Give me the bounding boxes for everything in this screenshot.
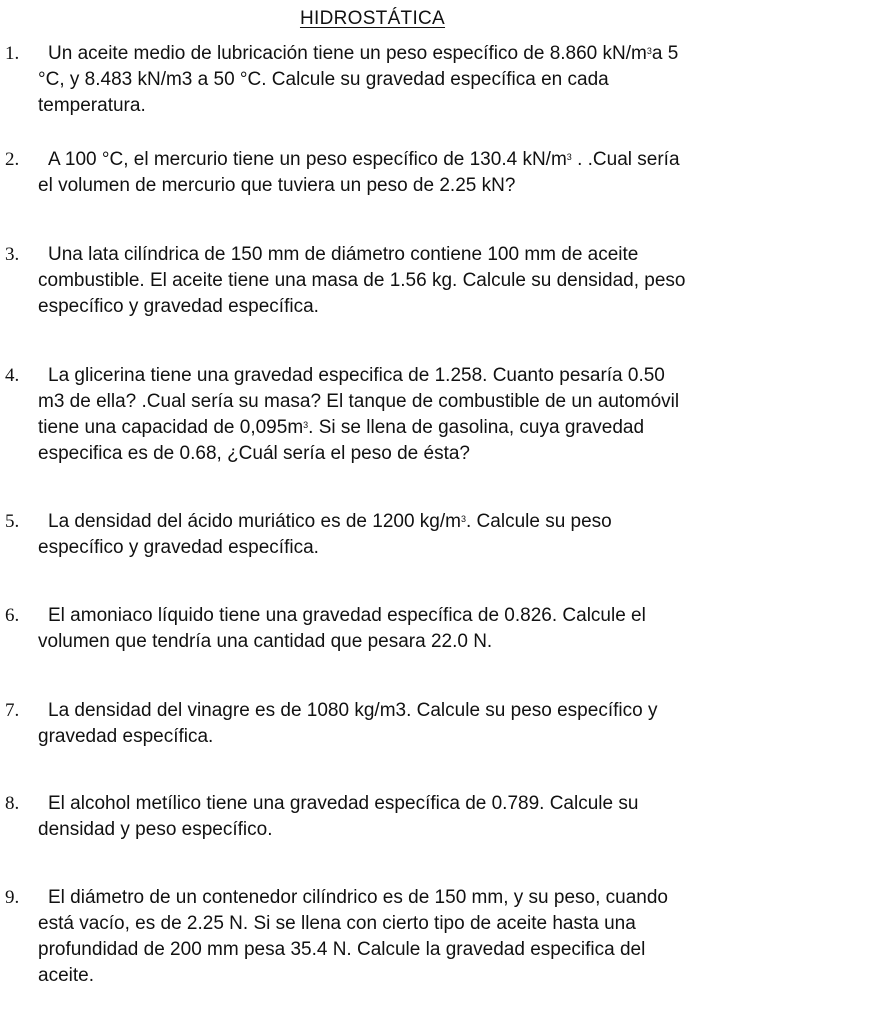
problem-item — [0, 147, 860, 199]
problem-number: 1. — [5, 43, 20, 64]
problem-text: El amoniaco líquido tiene una gravedad específica de 0.826. Calcule el volumen que tendría una cantidad que pesara 22.0 N. — [38, 605, 646, 652]
problem-item — [0, 791, 860, 843]
problem-number: 9. — [5, 887, 20, 908]
superscript: 3 — [566, 152, 572, 162]
superscript: 3 — [646, 46, 652, 56]
problem-number: 6. — [5, 605, 20, 626]
superscript: 3 — [460, 514, 466, 524]
page-title: HIDROSTÁTICA — [299, 8, 446, 29]
problem-number: 2. — [5, 149, 20, 170]
problem-number: 4. — [5, 365, 20, 386]
superscript: 3 — [303, 420, 309, 430]
problem-text: La densidad del ácido muriático es de 1200 $kg/m^3$. Calcule su peso específico y gravedad específica. — [38, 511, 612, 558]
problem-number: 8. — [5, 793, 20, 814]
problem-item — [0, 363, 860, 467]
problem-item — [0, 509, 860, 561]
problem-item — [0, 41, 860, 119]
problem-text: El alcohol metílico tiene una gravedad específica de 0.789. Calcule su densidad y peso específico. — [38, 793, 639, 840]
problem-text: A 100 °C, el mercurio tiene un peso específico de 130.4 $kN/m^3$ . .Cual sería el volumen de mercurio que tuviera un peso de 2.25 kN? — [38, 149, 680, 196]
problem-item — [0, 885, 860, 989]
problem-text: Una lata cilíndrica de 150 mm de diámetro contiene 100 mm de aceite combustible. El aceite tiene una masa de 1.56 kg. Calcule su densidad, peso específico y gravedad específica. — [38, 244, 686, 317]
problem-number: 3. — [5, 244, 20, 265]
problem-number: 5. — [5, 511, 20, 532]
problem-text: La glicerina tiene una gravedad especifica de 1.258. Cuanto pesaría 0.50 m3 de ella? .Cual sería su masa? El tanque de combustible de un automóvil tiene una capacidad de $0,095m^3$. Si se llena de gasolina, cuya gravedad especifica es de 0.68, ¿Cuál sería el peso de ésta? — [38, 365, 680, 464]
problem-item — [0, 603, 860, 655]
problem-item — [0, 242, 860, 320]
problem-text: La densidad del vinagre es de 1080 kg/m3. Calcule su peso específico y gravedad específica. — [38, 700, 658, 747]
problem-number: 7. — [5, 700, 20, 721]
problem-text: Un aceite medio de lubricación tiene un peso específico de 8.860 $kN/m^3a$ 5 °C, y 8.483 kN/m3 a 50 °C. Calcule su gravedad específica en cada temperatura. — [38, 43, 679, 116]
problem-item — [0, 698, 860, 750]
problem-text: El diámetro de un contenedor cilíndrico es de 150 mm, y su peso, cuando está vacío, es de 2.25 N. Si se llena con cierto tipo de aceite hasta una profundidad de 200 mm pesa 35.4 N. Calcule la gravedad especifica del aceite. — [38, 887, 668, 986]
